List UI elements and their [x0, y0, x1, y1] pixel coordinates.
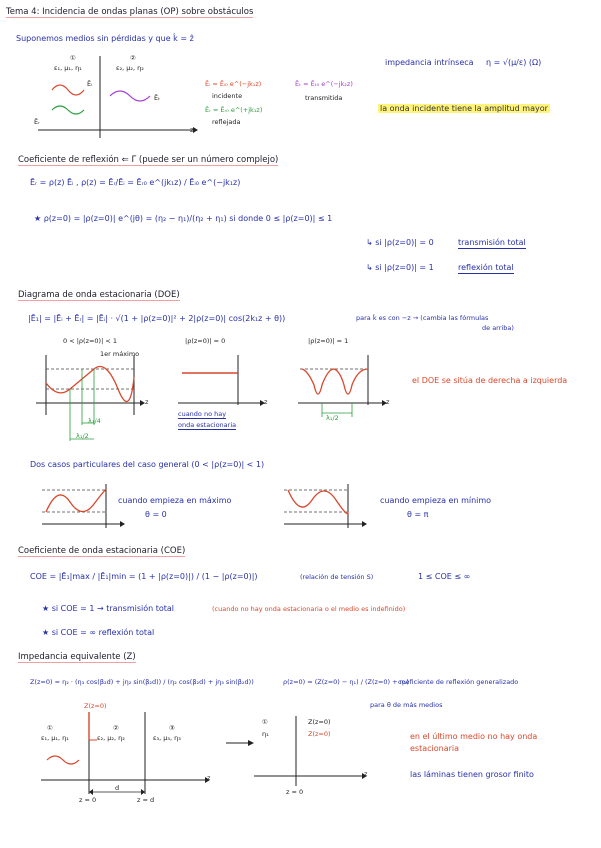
left-z-label: z [207, 774, 211, 782]
standing-heading: Diagrama de onda estacionaria (DOE) [18, 290, 180, 300]
standing-note2: de arriba) [482, 324, 514, 332]
z0-label: Z(z=0) [84, 702, 107, 710]
medium1-params: ε₁, μ₁, η₁ [54, 64, 82, 72]
two-media-diagram [252, 712, 372, 802]
equivalent-formula: Z(z=0) = η₂ · (η₃ cos(β₂d) + jη₂ sin(β₂d)) / (η₂ cos(β₂d) + jη₃ sin(β₂d)) [30, 678, 254, 686]
generalized-rho-label: coeficiente de reflexión generalizado [398, 678, 519, 686]
incident-label: Ēᵢ [87, 80, 93, 88]
generalized-rho-note: para θ de más medios [370, 701, 443, 709]
m3-number: ③ [169, 724, 175, 732]
reflected-equation: Ēᵣ = Ēᵣ₀ e^(+jk₁z) [205, 106, 263, 114]
medium2-number: ② [130, 54, 136, 62]
graph3-plot [298, 355, 388, 425]
r-m1-params: η₁ [262, 730, 269, 738]
graph3-period: λ₁/2 [326, 414, 339, 422]
transmitted-note: transmitida [305, 94, 343, 102]
z-d-label: z = d [137, 796, 155, 804]
three-media-axes [35, 700, 215, 810]
swr-item1: ★ si COE = 1 → transmisión total [42, 604, 175, 613]
impedance-formula: η = √(μ/ε) (Ω) [486, 58, 542, 67]
special-cases-heading: Dos casos particulares del caso general (0 < |ρ(z=0)| < 1) [30, 460, 265, 469]
case1-result: transmisión total [458, 238, 526, 247]
d-label: d [115, 784, 120, 792]
m1-params: ε₁, μ₁, η₁ [41, 734, 69, 742]
right-z-label: z [364, 770, 368, 778]
reflected-wave [52, 106, 84, 114]
page-title: Tema 4: Incidencia de ondas planas (OP) sobre obstáculos [6, 7, 254, 17]
graph3-z-label: z [386, 398, 390, 406]
generalized-rho-formula: ρ(z=0) = (Z(z=0) − η₁) / (Z(z=0) + η₁) [283, 678, 409, 686]
assumption-text: Suponemos medios sin pérdidas y que k̂ = ẑ [16, 34, 194, 43]
standing-note: para k̂ es con −z → (cambia las fórmulas [356, 314, 489, 322]
medium2-params: ε₂, μ₂, η₂ [116, 64, 144, 72]
impedance-label: impedancia intrínseca [385, 58, 474, 67]
reflected-label: Ēᵣ [34, 118, 40, 126]
reflected-note: reflejada [212, 118, 241, 126]
r-z-zero-label: z = 0 [286, 788, 304, 796]
r-m1-number: ① [262, 718, 268, 726]
highlight-note: la onda incidente tiene la amplitud mayor [380, 104, 548, 113]
incident-note: incidente [212, 92, 243, 100]
graph1-max-label: 1er máximo [100, 350, 140, 358]
three-media-diagram [35, 700, 215, 810]
z-zero-label: z = 0 [79, 796, 97, 804]
graph2-plot [178, 355, 268, 415]
case2-text: ↳ si |ρ(z=0)| = 1 [366, 263, 434, 272]
standing-formula: |Ē₁| = |Ēᵢ + Ēᵣ| = |Ēᵢ| · √(1 + |ρ(z=0)|² + 2|ρ(z=0)| cos(2k₁z + θ)) [28, 314, 286, 323]
transmitted-label: Ēₜ [154, 94, 161, 102]
reflection-eq1: Ēᵣ = ρ(z) Ēᵢ , ρ(z) = Ēᵣ/Ēᵢ = Ēᵣ₀ e^(jk₁z) / Ēᵢ₀ e^(−jk₁z) [30, 178, 241, 187]
standing-red-note: el DOE se sitúa de derecha a izquierda [412, 376, 568, 385]
case-max-theta: θ = 0 [145, 510, 167, 519]
graph1-spacing: λ₁/4 [88, 417, 101, 425]
swr-item1-note: (cuando no hay onda estacionaria o el medio es indefinido) [212, 605, 406, 613]
m2-number: ② [113, 724, 119, 732]
case-min-theta: θ = π [407, 510, 429, 519]
finite-thickness-note: las láminas tienen grosor finito [410, 770, 534, 779]
graph1-period: λ₁/2 [76, 432, 89, 440]
graph2-title: |ρ(z=0)| = 0 [185, 337, 226, 345]
case-min-label: cuando empieza en mínimo [380, 496, 492, 505]
graph3-title: |ρ(z=0)| = 1 [308, 337, 349, 345]
reflection-heading: Coeficiente de reflexión ⇐ Γ (puede ser un número complejo) [18, 155, 279, 165]
transmitted-equation: Ēₜ = Ēₜ₀ e^(−jk₂z) [295, 80, 353, 88]
case2-result: reflexión total [458, 263, 514, 272]
swr-item2: ★ si COE = ∞ reflexión total [42, 628, 155, 637]
last-medium-note1: en el último medio no hay onda [410, 732, 538, 741]
transmitted-wave [110, 91, 150, 101]
graph2-caption2: onda estacionaria [178, 421, 237, 429]
incident-equation: Ēᵢ = Ēᵢ₀ e^(−jk₁z) [205, 80, 262, 88]
special-max-plot [38, 482, 128, 532]
z-axis-label: z [190, 126, 194, 134]
last-medium-note2: estacionaria [410, 744, 460, 753]
graph1-title: 0 < |ρ(z=0)| < 1 [63, 337, 117, 345]
r-m2-number: Z(z=0) [308, 718, 331, 726]
incident-wave [52, 85, 84, 95]
swr-heading: Coeficiente de onda estacionaria (COE) [18, 546, 186, 556]
swr-unit: (relación de tensión S) [300, 573, 374, 581]
m2-params: ε₂, μ₂, η₂ [97, 734, 125, 742]
swr-formula: COE = |Ē₁|max / |Ē₁|min = (1 + |ρ(z=0)|) / (1 − |ρ(z=0)|) [30, 572, 258, 581]
graph2-caption1: cuando no hay [178, 410, 227, 418]
case1-text: ↳ si |ρ(z=0)| = 0 [366, 238, 434, 247]
m3-params: ε₃, μ₃, η₃ [153, 734, 181, 742]
medium1-number: ① [70, 54, 76, 62]
r-m2-params: Z(z=0) [308, 730, 331, 738]
interface-axes [28, 48, 198, 138]
swr-range: 1 ≤ COE ≤ ∞ [418, 572, 471, 581]
graph2-z-label: z [264, 398, 268, 406]
case-max-label: cuando empieza en máximo [118, 496, 232, 505]
graph1-plot [36, 355, 148, 450]
equivalent-heading: Impedancia equivalente (Z) [18, 652, 136, 662]
interface-diagram [28, 48, 198, 138]
special-min-plot [280, 482, 370, 532]
graph1-z-label: z [145, 398, 149, 406]
reflection-eq2: ★ ρ(z=0) = |ρ(z=0)| e^(jθ) = (η₂ − η₁)/(η₂ + η₁) si donde 0 ≤ |ρ(z=0)| ≤ 1 [34, 214, 333, 223]
m1-number: ① [47, 724, 53, 732]
